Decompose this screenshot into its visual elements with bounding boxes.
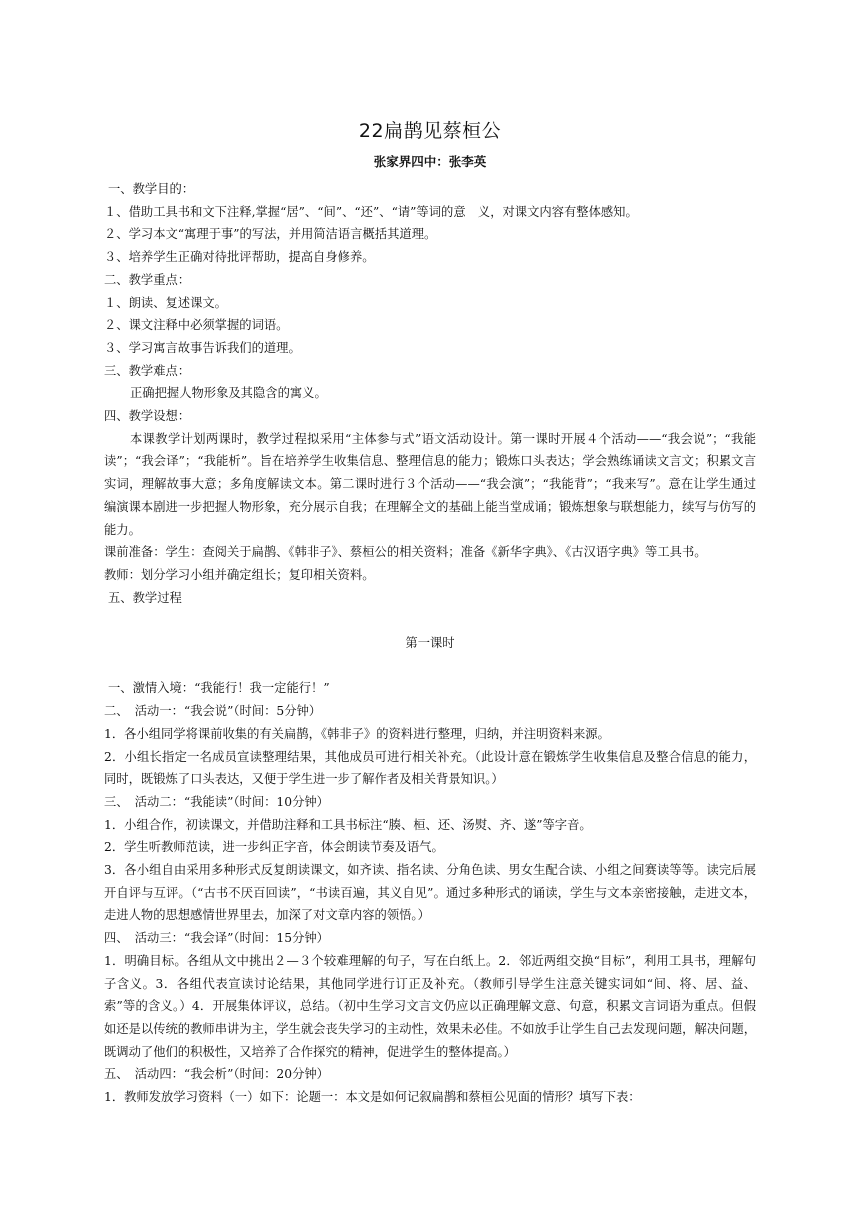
paragraph: 教师：划分学习小组并确定组长；复印相关资料。 [104,567,375,582]
section-heading: 三、教学难点： [104,363,191,378]
section-heading: 一、教学目的： [108,182,195,196]
spacer [104,609,756,632]
document-title: 22扁鹊见蔡桓公 [358,120,502,142]
paragraph: 1．明确目标。各组从文中挑出２—３个较难理解的句子，写在白纸上。2．邻近两组交换“目标”，利用工具书，理解句子含义。3．各组代表宣读讨论结果，其他同学进行订正及补充。（教师引导学生注意关键实词如“间、将、居、益、索”等的含义。）4．开展集体评议，总结。（初中生学习文言文仍应以正确理解文意、句意，积累文言词语为重点。但假如还是以传统的教师串讲为主，学生就会丧失学习的主动性，效果未必佳。不如放手让学生自己去发现问题，解决问题，既调动了他们的积极性，又培养了合作探究的精神，促进学生的整体提高。） [104,953,756,1059]
paragraph: 本课教学计划两课时，教学过程拟采用“主体参与式”语文活动设计。第一课时开展４个活动——“我会说”；“我能读”；“我会译”；“我能析”。旨在培养学生收集信息、整理信息的能力；锻炼口头表达；学会熟练诵读文言文；积累文言实词，理解故事大意；多角度解读文本。第二课时进行３个活动——“我会演”；“我能背”；“我来写”。意在让学生通过编演课本剧进一步把握人物形象，充分展示自我；在理解全文的基础上能当堂成诵；锻炼想象与联想能力，续写与仿写的能力。 [104,431,756,537]
document-body [104,178,756,1109]
paragraph: 正确把握人物形象及其隐含的寓义。 [130,386,327,401]
paragraph: 2．小组长指定一名成员宣读整理结果，其他成员可进行相关补充。（此设计意在锻炼学生收集信息及整合信息的能力，同时，既锻炼了口头表达，又便于学生进一步了解作者及相关背景知识。） [104,749,756,787]
paragraph: 1．教师发放学习资料（一）如下：论题一：本文是如何记叙扁鹊和蔡桓公见面的情形？填写下表： [104,1090,641,1105]
paragraph: 3．各小组自由采用多种形式反复朗读课文，如齐读、指名读、分角色读、男女生配合读、小组之间赛读等等。读完后展开自评与互评。（“古书不厌百回读”，“书读百遍，其义自见”。通过多种形式的诵读，学生与文本亲密接触，走进文本，走进人物的思想感情世界里去，加深了对文章内容的领悟。） [104,863,756,923]
section-heading: 三、 活动二：“我能读”（时间：10分钟） [104,794,329,809]
paragraph: 1．各小组同学将课前收集的有关扁鹊，《韩非子》的资料进行整理，归纳，并注明资料来源。 [104,726,610,741]
spacer [104,655,756,678]
section-heading: 二、 活动一：“我会说”（时间：5分钟） [104,704,322,719]
paragraph: 课前准备：学生：查阅关于扁鹊、《韩非子》、蔡桓公的相关资料；准备《新华字典》、《古汉语字典》等工具书。 [104,545,707,560]
section-heading: 二、教学重点： [104,272,191,287]
section-heading: 一、激情入境：“我能行！我一定能行！” [108,681,330,696]
subheading: 第一课时 [405,636,455,651]
paragraph: 2．学生听教师范读，进一步纠正字音，体会朗读节奏及语气。 [104,840,444,855]
paragraph: １、朗读、复述课文。 [104,295,227,310]
paragraph: ２、学习本文“寓理于事”的写法，并用简洁语言概括其道理。 [104,227,437,242]
paragraph: ３、培养学生正确对待批评帮助，提高自身修养。 [104,250,375,265]
author-line: 张家界四中：张李英 [373,154,487,169]
section-heading: 四、教学设想： [104,409,191,424]
paragraph: 1．小组合作，初读课文，并借助注释和工具书标注“腠、桓、还、汤熨、齐、遂”等字音。 [104,817,592,832]
section-heading: 五、 活动四：“我会析”（时间：20分钟） [104,1067,329,1082]
paragraph: ３、学习寓言故事告诉我们的道理。 [104,340,301,355]
paragraph: １、借助工具书和文下注释,掌握“居”、“间”、“还”、“请”等词的意 义，对课文内容有整体感知。 [104,204,638,219]
section-heading: 五、教学过程 [108,590,182,605]
paragraph: ２、课文注释中必须掌握的词语。 [104,318,289,333]
section-heading: 四、 活动三：“我会译”（时间：15分钟） [104,931,329,946]
